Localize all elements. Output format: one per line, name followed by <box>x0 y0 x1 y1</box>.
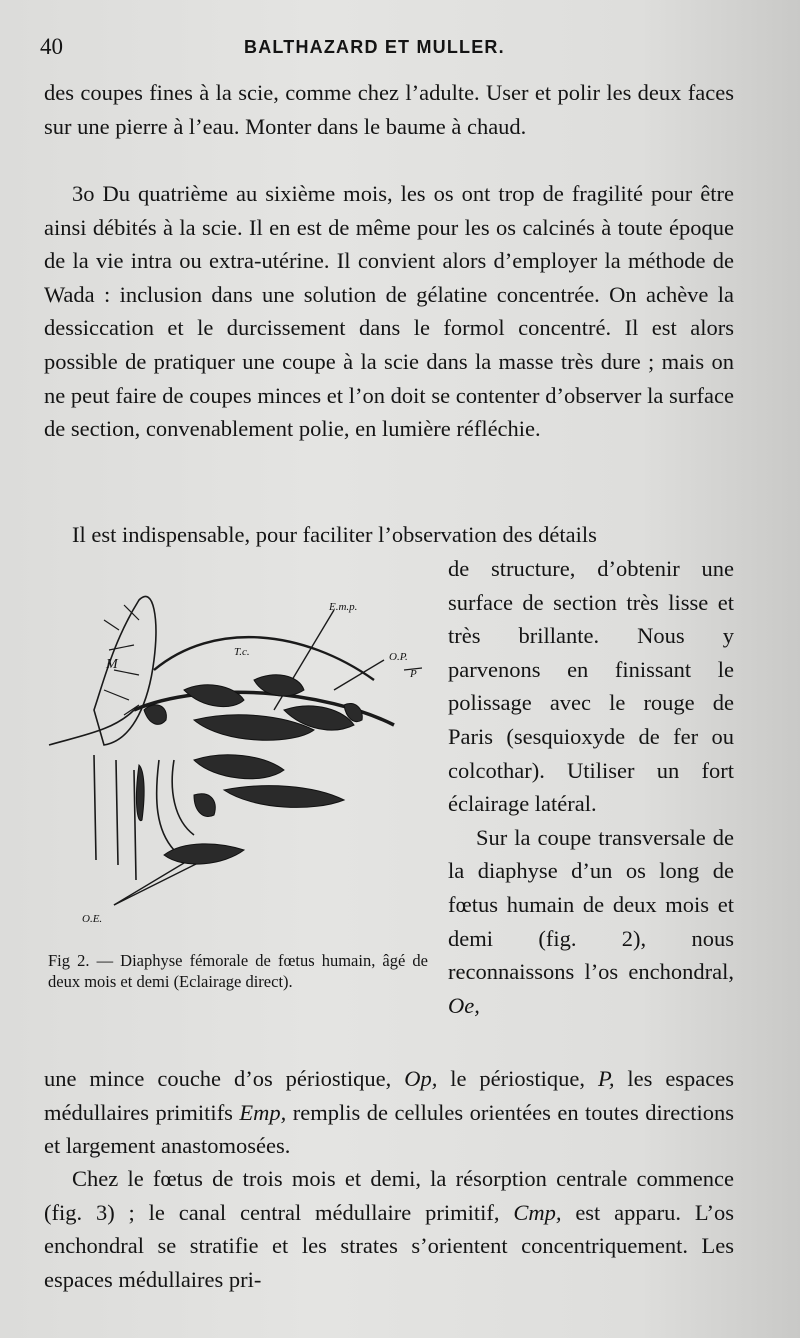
text-column-right <box>448 552 734 1022</box>
paragraph-text: de structure, d’obtenir une surface de section très lisse et très brillante. Nous y parvenons en finissant le polissage avec le rouge de Paris (sesquioxyde de fer ou colcothar). Utiliser un fort éclairage latéral. <box>448 556 734 817</box>
text-segment: remplis de cellules orientées en toutes directions et largement anastomosées. <box>44 1099 734 1159</box>
figure-caption <box>48 950 428 992</box>
term-cmp: Cmp, <box>513 1199 562 1225</box>
term-oe: Oe, <box>448 992 480 1018</box>
running-head <box>40 34 740 64</box>
text-segment: les espaces médullaires primitifs <box>44 1066 735 1125</box>
running-title: BALTHAZARD ET MULLER. <box>244 37 505 57</box>
paragraph-fetus-continued <box>44 1062 734 1163</box>
label-oe: O.E. <box>82 913 103 925</box>
label-emp: E.m.p. <box>329 601 358 613</box>
label-p: P <box>410 668 417 680</box>
label-tc: T.c. <box>234 646 250 658</box>
paragraph-polishing-start <box>44 518 734 552</box>
paragraph-text: Il est indispensable, pour faciliter l’observation des détails <box>72 522 597 547</box>
text-segment: Chez le fœtus de trois mois et demi, la résorption centrale commence (fig. 3) ; le canal central médullaire primitif, <box>44 1166 734 1225</box>
paragraph-continuation <box>44 76 734 143</box>
paragraph-fetus-2-months <box>448 821 734 1023</box>
paragraph-text: Sur la coupe transversale de la diaphyse d’un os long de fœtus humain de deux mois et demi (fig. 2), nous reconnaissons l’os enchondral, <box>448 824 734 985</box>
paragraph-text <box>44 1062 734 1163</box>
caption-text: Fig 2. — Diaphyse fémorale de fœtus humain, âgé de deux mois et demi (Eclairage direct). <box>48 951 428 991</box>
text-segment: une mince couche d’os périostique, <box>44 1066 392 1091</box>
paragraph-text: 3o Du quatrième au sixième mois, les os ont trop de fragilité pour être ainsi débités à la scie. Il en est de même pour les os calcinés à toute époque de la vie intra ou extra-utérine. Il convient alors d’employer la méthode de Wada : inclusion dans une solution de gélatine concentrée. On achève la dessiccation et le durcissement dans le formol concentré. Il est alors possible de pratiquer une coupe à la scie dans la masse très dure ; mais on ne peut faire de coupes minces et l’on doit se contenter d’observer la surface de section, convenablement polie, en lumière réfléchie. <box>44 181 734 442</box>
text-segment: est apparu. L’os enchondral se stratifie et les strates s’orientent concentriquement. Les espaces médullaires pri- <box>44 1199 735 1292</box>
page-number: 40 <box>40 34 63 59</box>
term-op: Op, <box>404 1066 438 1091</box>
term-p: P, <box>597 1066 615 1091</box>
label-m: M <box>106 657 118 672</box>
paragraph-wada-method <box>44 177 734 446</box>
figure-2-drawing <box>44 560 434 940</box>
label-op: O.P. <box>389 651 408 663</box>
paragraph-text <box>44 1162 734 1296</box>
text-segment: le périostique, <box>450 1066 586 1091</box>
paragraph-fetus-3-months <box>44 1162 734 1296</box>
term-emp: Emp, <box>239 1099 287 1125</box>
figure-2 <box>44 560 434 940</box>
paragraph-text: des coupes fines à la scie, comme chez l’adulte. User et polir les deux faces sur une pierre à l’eau. Monter dans le baume à chaud. <box>44 80 734 139</box>
